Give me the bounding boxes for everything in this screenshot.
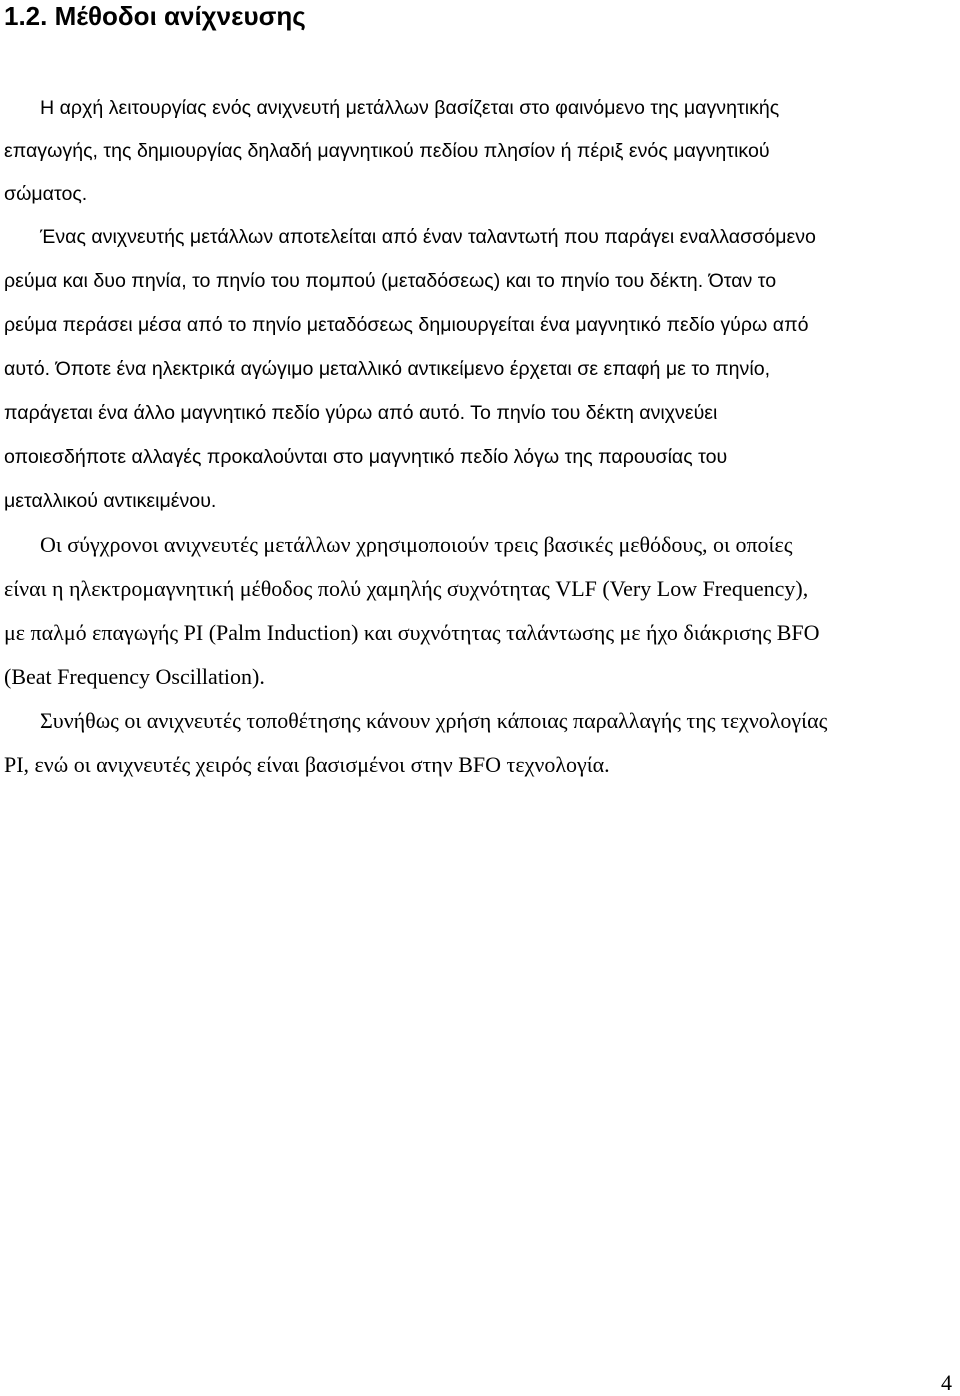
section-title: 1.2. Μέθοδοι ανίχνευσης <box>4 1 306 31</box>
text-line: Ένας ανιχνευτής μετάλλων αποτελείται από έναν ταλαντωτή που παράγει εναλλασσόμενο <box>40 226 816 248</box>
text-line: αυτό. Όποτε ένα ηλεκτρικά αγώγιμο μεταλλικό αντικείμενο έρχεται σε επαφή με το πηνίο, <box>4 358 771 380</box>
text-line: σώματος. <box>4 183 88 205</box>
text-line: ρεύμα περάσει μέσα από το πηνίο μεταδόσεως δημιουργείται ένα μαγνητικό πεδίο γύρω από <box>4 314 809 336</box>
text-line: ρεύμα και δυο πηνία, το πηνίο του πομπού (μεταδόσεως) και το πηνίο του δέκτη. Όταν το <box>4 270 777 292</box>
text-line: οποιεσδήποτε αλλαγές προκαλούνται στο μαγνητικό πεδίο λόγω της παρουσίας του <box>4 446 728 468</box>
text-line: PI, ενώ οι ανιχνευτές χειρός είναι βασισμένοι στην BFO τεχνολογία. <box>4 752 610 777</box>
text-line: μεταλλικού αντικειμένου. <box>4 490 217 512</box>
text-line: Οι σύγχρονοι ανιχνευτές μετάλλων χρησιμοποιούν τρεις βασικές μεθόδους, οι οποίες <box>40 532 793 557</box>
text-line: (Beat Frequency Oscillation). <box>4 664 265 689</box>
page-number: 4 <box>941 1370 952 1395</box>
text-line: είναι η ηλεκτρομαγνητική μέθοδος πολύ χαμηλής συχνότητας VLF (Very Low Frequency), <box>4 576 809 601</box>
text-line: με παλμό επαγωγής PI (Palm Induction) και συχνότητας ταλάντωσης με ήχο διάκρισης BFO <box>4 620 820 645</box>
text-line: επαγωγής, της δημιουργίας δηλαδή μαγνητικού πεδίου πλησίον ή πέριξ ενός μαγνητικού <box>4 140 770 162</box>
text-line: παράγεται ένα άλλο μαγνητικό πεδίο γύρω από αυτό. Το πηνίο του δέκτη ανιχνεύει <box>4 402 718 424</box>
text-line: Η αρχή λειτουργίας ενός ανιχνευτή μετάλλων βασίζεται στο φαινόμενο της μαγνητικής <box>40 97 780 119</box>
text-line: Συνήθως οι ανιχνευτές τοποθέτησης κάνουν χρήση κάποιας παραλλαγής της τεχνολογίας <box>40 708 828 733</box>
